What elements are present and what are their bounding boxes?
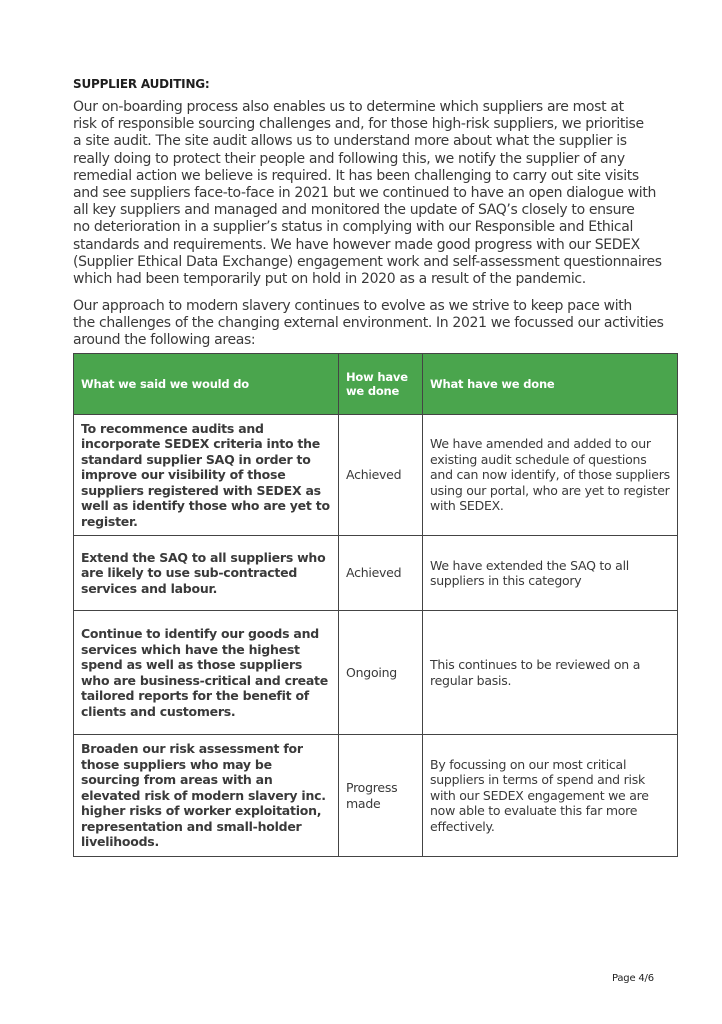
paragraph-line: remedial action we believe is required. It has been challenging to carry out site visits: [73, 167, 639, 184]
activities-table: [73, 353, 678, 857]
cell-status: Achieved: [339, 536, 423, 611]
header-what-have-we-done: What have we done: [423, 354, 678, 415]
paragraph-line: Our on-boarding process also enables us to determine which suppliers are most at: [73, 99, 624, 115]
paragraph-line: (Supplier Ethical Data Exchange) engagement work and self-assessment questionnaires: [73, 253, 662, 270]
cell-what-we-have-done: We have extended the SAQ to all suppliers in this category: [423, 536, 678, 611]
paragraph-line: no deterioration in a supplier’s status in complying with our Responsible and Ethical: [73, 219, 634, 236]
paragraph-line: which had been temporarily put on hold in 2020 as a result of the pandemic.: [73, 271, 586, 288]
cell-status: Ongoing: [339, 611, 423, 735]
paragraph-line: the challenges of the changing external environment. In 2021 we focussed our activities: [73, 315, 664, 332]
paragraph-line: and see suppliers face-to-face in 2021 but we continued to have an open dialogue with: [73, 185, 656, 202]
paragraph-line: a site audit. The site audit allows us to understand more about what the supplier is: [73, 133, 627, 150]
section-heading: SUPPLIER AUDITING:: [73, 77, 210, 91]
paragraph-supplier-auditing: [73, 99, 677, 288]
cell-status: Achieved: [339, 415, 423, 536]
header-what-we-said: What we said we would do: [74, 354, 339, 415]
cell-what-we-have-done: We have amended and added to our existing audit schedule of questions and can now identify, of those suppliers using our portal, who are yet to register with SEDEX.: [423, 415, 678, 536]
cell-what-we-said: Extend the SAQ to all suppliers who are likely to use sub-contracted services and labour.: [74, 536, 339, 611]
paragraph-line: all key suppliers and managed and monitored the update of SAQ’s closely to ensure: [73, 202, 635, 219]
table-row: [74, 611, 678, 735]
cell-what-we-said: To recommence audits and incorporate SEDEX criteria into the standard supplier SAQ in order to improve our visibility of those suppliers registered with SEDEX as well as identify those who are yet to register.: [74, 415, 339, 536]
paragraph-modern-slavery-approach: [73, 298, 677, 350]
table-header-row: [74, 354, 678, 415]
paragraph-line: standards and requirements. We have however made good progress with our SEDEX: [73, 236, 640, 253]
table-row: [74, 536, 678, 611]
paragraph-line: risk of responsible sourcing challenges and, for those high-risk suppliers, we prioritise: [73, 116, 644, 133]
paragraph-line: around the following areas:: [73, 332, 256, 349]
header-how-have-we-done: How have we done: [339, 354, 423, 415]
paragraph-line: Our approach to modern slavery continues to evolve as we strive to keep pace with: [73, 298, 632, 314]
cell-what-we-said: Broaden our risk assessment for those suppliers who may be sourcing from areas with an elevated risk of modern slavery inc. higher risks of worker exploitation, representation and small-holder livelihoods.: [74, 735, 339, 857]
table-row: [74, 415, 678, 536]
cell-what-we-said: Continue to identify our goods and services which have the highest spend as well as those suppliers who are business-critical and create tailored reports for the benefit of clients and customers.: [74, 611, 339, 735]
cell-what-we-have-done: By focussing on our most critical suppliers in terms of spend and risk with our SEDEX engagement we are now able to evaluate this far more effectively.: [423, 735, 678, 857]
table-row: [74, 735, 678, 857]
page-number: Page 4/6: [612, 973, 654, 984]
cell-what-we-have-done: This continues to be reviewed on a regular basis.: [423, 611, 678, 735]
cell-status: Progress made: [339, 735, 423, 857]
paragraph-line: really doing to protect their people and following this, we notify the supplier of any: [73, 150, 625, 167]
